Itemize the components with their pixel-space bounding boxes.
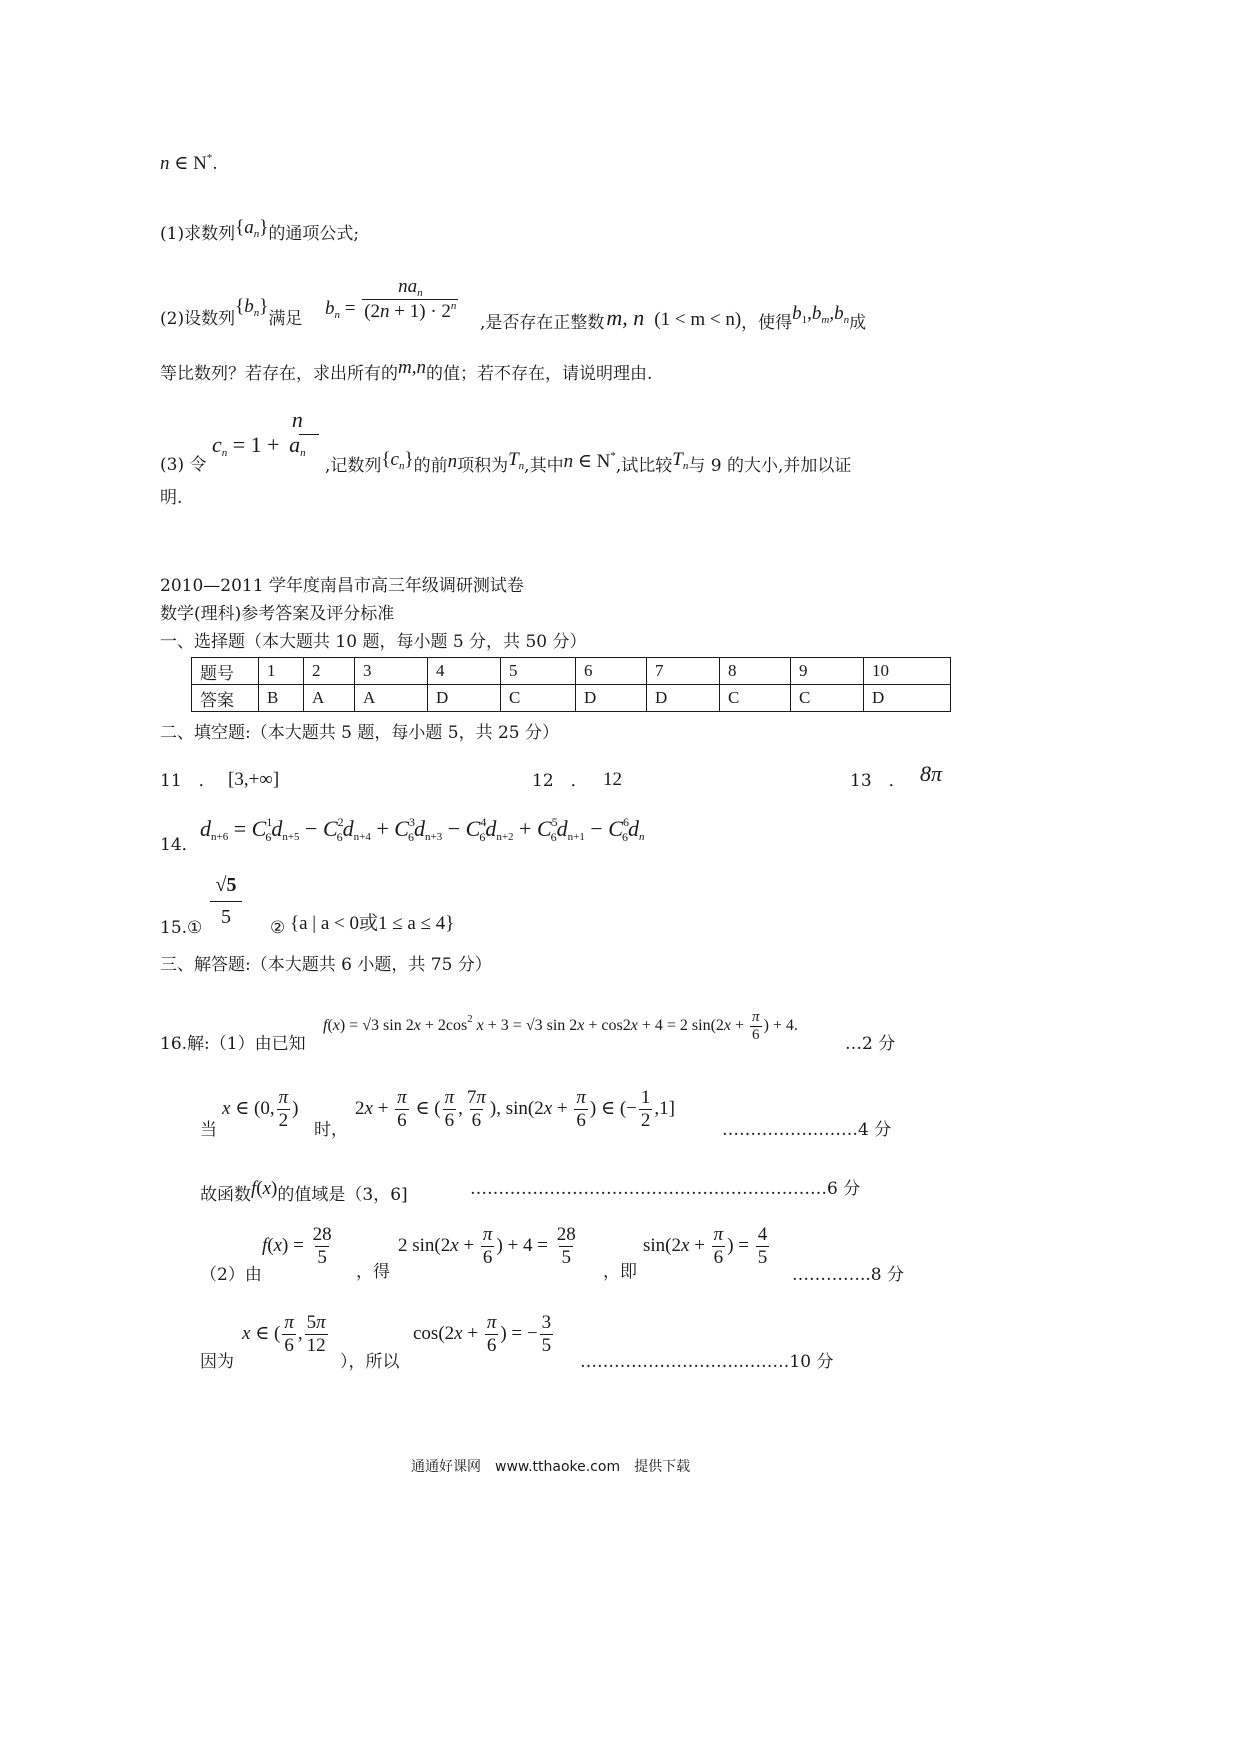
table-cell: B — [259, 685, 304, 712]
fill-15-set: {a | a < 0或1 ≤ a ≤ 4} — [290, 913, 455, 934]
table-cell: 6 — [576, 658, 647, 685]
fill-15-label: 15.① — [160, 918, 203, 938]
solution-16-de: ，得 — [356, 1262, 390, 1282]
page-footer: 通通好课网 www.tthaoke.com 提供下载 — [411, 1459, 691, 1475]
fill-15-label-2: ② — [270, 918, 286, 938]
fill-13-value: 8π — [920, 761, 943, 786]
formula-seq-a: $\{a_n\}$ — [235, 217, 269, 240]
question-2-line-1-tail: ,是否存在正整数m, n (1 < m < n)，使得$b_1,b_m,b_n$成 — [480, 303, 867, 333]
table-cell: 5 — [501, 658, 576, 685]
table-cell: 3 — [355, 658, 428, 685]
question-3-line-1: (3) 令 — [160, 455, 207, 475]
table-cell: C — [501, 685, 576, 712]
table-cell: 2 — [304, 658, 355, 685]
score-4: ……………………4 分 — [722, 1120, 892, 1140]
table-cell: 10 — [864, 658, 951, 685]
solution-16-because: 因为 — [200, 1352, 234, 1372]
section-2-heading: 二、填空题:（本大题共 5 题，每小题 5，共 25 分） — [160, 723, 560, 743]
formula-m-n: m,n — [398, 357, 426, 378]
table-cell: D — [647, 685, 720, 712]
table-cell: A — [304, 685, 355, 712]
section-1-heading: 一、选择题（本大题共 10 题，每小题 5 分，共 50 分） — [160, 632, 587, 652]
fill-12-label: 12 ． — [532, 771, 588, 791]
table-row-answers — [192, 685, 951, 712]
score-6: ………………………………………………………6 分 — [470, 1179, 861, 1199]
formula-cn-definition: $c_n = 1$ + n $a_n$ — [212, 407, 306, 460]
question-3-line-1-tail: ,记数列$\{c_n\}$的前n项积为$T_n$,其中n ∈ N*,试比较$T_n$与 9 的大小,并加以证 — [325, 449, 852, 476]
formula-fill-14: $d_{n+6} = C16d_{n+5} - C26d_{n+4} + C36d_{n+3} - C46d_{n+2} + C56d_{n+1} - C66d_n$ — [200, 815, 645, 844]
question-2-line-2: 等比数列？若存在，求出所有的m,n的值；若不存在，请说明理由. — [160, 357, 653, 384]
table-cell: 7 — [647, 658, 720, 685]
score-10: ……………………….………10 分 — [580, 1352, 834, 1372]
formula-mn: m, n — [606, 305, 645, 330]
formula-x-domain: x ∈ (0, $\frac{\pi}{2}$ ) — [222, 1087, 299, 1131]
question-1: (1)求数列$\{a_n\}$的通项公式; — [160, 217, 360, 244]
formula-x-interval: x ∈ ( $\frac{\pi}{6}$ , $\frac{5\pi}{12}$ — [242, 1312, 326, 1356]
formula-f-equals: f(x) = $\frac{28}{5}$ — [262, 1224, 332, 1268]
question-3-line-2: 明. — [160, 488, 183, 508]
score-8: …………..8 分 — [792, 1265, 905, 1285]
table-row-numbers — [192, 658, 951, 685]
solution-16-when: 当 — [200, 1120, 217, 1140]
table-cell: C — [720, 685, 791, 712]
solution-16-shi: 时， — [314, 1120, 348, 1140]
formula-f-expansion: f(x) = √3 $\sin 2x + 2\cos^2$ x + 3 = √3 sin 2x + cos2x + 4 = 2 sin(2x + $\frac{\pi}{6}$ ) + 4. — [323, 1009, 798, 1043]
table-cell: C — [791, 685, 864, 712]
choice-answer-table — [191, 657, 951, 712]
formula-n-in-N: n — [160, 153, 170, 174]
formula-cos-value: cos(2x + $\frac{\pi}{6}$ ) = − $\frac{3}{5}$ — [413, 1312, 552, 1356]
formula-range-chain: 2x + $\frac{\pi}{6}$ ∈ ( $\frac{\pi}{6}$ , $\frac{7\pi}{6}$ ), sin(2x + $\frac{\pi}{6}$ ) ∈ (− $\frac{1}{2}$ ,1] — [355, 1087, 675, 1131]
table-header-cell: 题号 — [192, 658, 259, 685]
table-cell: 9 — [791, 658, 864, 685]
table-cell: 4 — [428, 658, 501, 685]
table-cell: 1 — [259, 658, 304, 685]
formula-bn-definition: $b_n$ = $\frac{na_n}{(2n + 1) \cdot 2^n}$ — [325, 276, 457, 323]
fraction-bar-cn — [299, 434, 319, 435]
answer-subtitle: 数学(理科)参考答案及评分标准 — [160, 604, 395, 624]
table-cell: D — [576, 685, 647, 712]
score-2: …2 分 — [845, 1034, 896, 1054]
solution-16-range: 故函数f(x)的值域是（3，6] — [200, 1178, 408, 1205]
section-3-heading: 三、解答题:（本大题共 6 小题，共 75 分） — [160, 955, 492, 975]
table-cell: 8 — [720, 658, 791, 685]
fill-11-value: [3,+∞] — [228, 769, 280, 790]
table-cell: D — [428, 685, 501, 712]
fill-12-value: 12 — [603, 769, 622, 790]
solution-16-lead: 16.解:（1）由已知 — [160, 1034, 306, 1054]
formula-seq-b: $\{b_n\}$ — [235, 296, 269, 319]
formula-sin-equation: 2 sin(2x + $\frac{\pi}{6}$ ) + 4 = $\frac{28}{5}$ — [398, 1224, 576, 1268]
table-cell: D — [864, 685, 951, 712]
formula-sin-value: sin(2x + $\frac{\pi}{6}$ ) = $\frac{4}{5}$ — [643, 1224, 768, 1268]
fill-11-label: 11 ． — [160, 771, 216, 791]
domain-line: n ∈ N*. — [160, 152, 218, 174]
fill-13-label: 13 ． — [850, 771, 906, 791]
solution-16-part2-lead: （2）由 — [200, 1265, 262, 1285]
formula-sqrt5-over-5: √5 5 — [210, 874, 242, 929]
table-cell: A — [355, 685, 428, 712]
question-2-line-1: (2)设数列$\{b_n\}$满足 — [160, 296, 303, 329]
solution-16-ji: ，即 — [603, 1262, 637, 1282]
fill-14-label: 14． — [160, 835, 199, 855]
answer-title: 2010—2011 学年度南昌市高三年级调研测试卷 — [160, 576, 524, 596]
formula-b1-bm-bn: $b_1,b_m,b_n$ — [792, 303, 850, 326]
solution-16-suoyi: ），所以 — [340, 1352, 400, 1372]
table-header-cell: 答案 — [192, 685, 259, 712]
